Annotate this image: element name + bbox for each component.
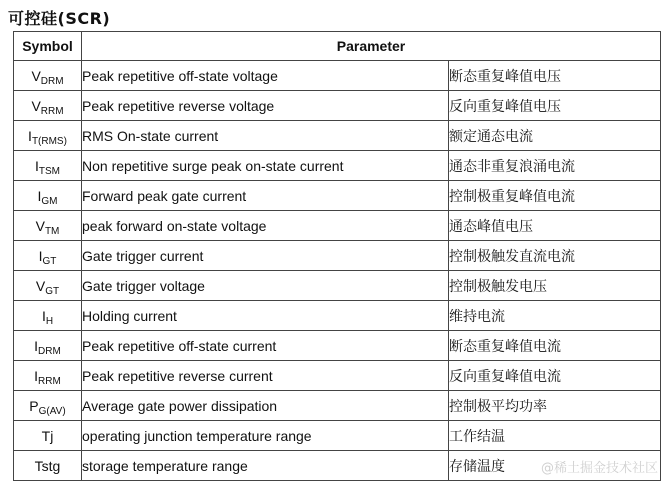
parameter-cell: Gate trigger current [82, 241, 449, 271]
symbol-subscript: DRM [40, 75, 64, 87]
parameter-cell: Peak repetitive reverse voltage [82, 91, 449, 121]
chinese-name-cell: 反向重复峰值电流 [449, 361, 661, 391]
chinese-name-cell: 工作结温 [449, 421, 661, 451]
symbol-cell [14, 391, 82, 421]
parameter-cell: storage temperature range [82, 451, 449, 481]
symbol-cell [14, 61, 82, 91]
symbol-cell [14, 181, 82, 211]
symbol-subscript: GM [41, 195, 58, 207]
symbol-main: I [34, 367, 39, 384]
parameter-cell: operating junction temperature range [82, 421, 449, 451]
symbol-cell [14, 451, 82, 481]
chinese-name-cell: 断态重复峰值电流 [449, 331, 661, 361]
symbol-main: I [38, 247, 43, 264]
symbol-cell [14, 271, 82, 301]
symbol-cell [14, 361, 82, 391]
chinese-name-cell: 存储温度 [449, 451, 661, 481]
symbol-main: I [41, 307, 46, 324]
symbol-main: Tj [41, 427, 54, 444]
symbol-subscript: TM [44, 225, 60, 237]
chinese-name-cell: 控制极平均功率 [449, 391, 661, 421]
parameter-cell: Peak repetitive reverse current [82, 361, 449, 391]
table-row [14, 271, 661, 301]
parameter-cell: RMS On-state current [82, 121, 449, 151]
parameter-cell: Peak repetitive off-state current [82, 331, 449, 361]
symbol-subscript: H [45, 315, 54, 327]
table-row [14, 421, 661, 451]
table-row [14, 361, 661, 391]
symbol-cell [14, 421, 82, 451]
table-row [14, 331, 661, 361]
symbol-cell [14, 211, 82, 241]
table-row [14, 301, 661, 331]
symbol-main: P [29, 397, 39, 414]
symbol-subscript: T(RMS) [31, 135, 67, 147]
symbol-main: I [35, 157, 39, 174]
symbol-main: V [35, 217, 45, 234]
watermark: @稀土掘金技术社区 [540, 461, 658, 476]
symbol-main: I [37, 187, 42, 204]
symbol-main: I [34, 337, 39, 354]
chinese-name-cell: 反向重复峰值电压 [449, 91, 661, 121]
page-title: 可控硅(SCR) [8, 9, 111, 28]
table-row [14, 91, 661, 121]
symbol-subscript: G(AV) [38, 405, 66, 417]
parameter-cell: Peak repetitive off-state voltage [82, 61, 449, 91]
chinese-name-cell: 通态峰值电压 [449, 211, 661, 241]
chinese-name-cell: 控制极重复峰值电流 [449, 181, 661, 211]
symbol-main: V [31, 67, 41, 84]
symbol-subscript: GT [42, 255, 57, 267]
chinese-name-cell: 控制极触发电压 [449, 271, 661, 301]
symbol-cell [14, 301, 82, 331]
parameter-cell: peak forward on-state voltage [82, 211, 449, 241]
table-row [14, 241, 661, 271]
symbol-subscript: TSM [38, 165, 60, 177]
header-parameter: Parameter [82, 32, 661, 61]
symbol-cell [14, 241, 82, 271]
scr-parameter-table [13, 31, 661, 481]
table-header-row [14, 32, 661, 61]
symbol-subscript: RRM [38, 375, 61, 387]
symbol-subscript: RRM [40, 105, 64, 117]
chinese-name-cell: 额定通态电流 [449, 121, 661, 151]
symbol-cell [14, 331, 82, 361]
parameter-cell: Holding current [82, 301, 449, 331]
symbol-main: Tstg [34, 457, 61, 474]
symbol-main: V [31, 97, 41, 114]
symbol-main: V [35, 277, 46, 294]
parameter-cell: Average gate power dissipation [82, 391, 449, 421]
symbol-main: I [28, 127, 32, 144]
symbol-subscript: DRM [38, 345, 61, 357]
header-symbol: Symbol [14, 32, 82, 61]
parameter-cell: Non repetitive surge peak on-state current [82, 151, 449, 181]
chinese-name-cell: 通态非重复浪涌电流 [449, 151, 661, 181]
parameter-cell: Gate trigger voltage [82, 271, 449, 301]
chinese-name-cell: 维持电流 [449, 301, 661, 331]
parameter-cell: Forward peak gate current [82, 181, 449, 211]
chinese-name-cell: 断态重复峰值电压 [449, 61, 661, 91]
symbol-cell [14, 151, 82, 181]
symbol-cell [14, 121, 82, 151]
table-row [14, 61, 661, 91]
table-row [14, 151, 661, 181]
table-row [14, 121, 661, 151]
table-row [14, 181, 661, 211]
table-row [14, 391, 661, 421]
table-row [14, 211, 661, 241]
chinese-name-cell: 控制极触发直流电流 [449, 241, 661, 271]
symbol-subscript: GT [45, 285, 60, 297]
symbol-cell [14, 91, 82, 121]
